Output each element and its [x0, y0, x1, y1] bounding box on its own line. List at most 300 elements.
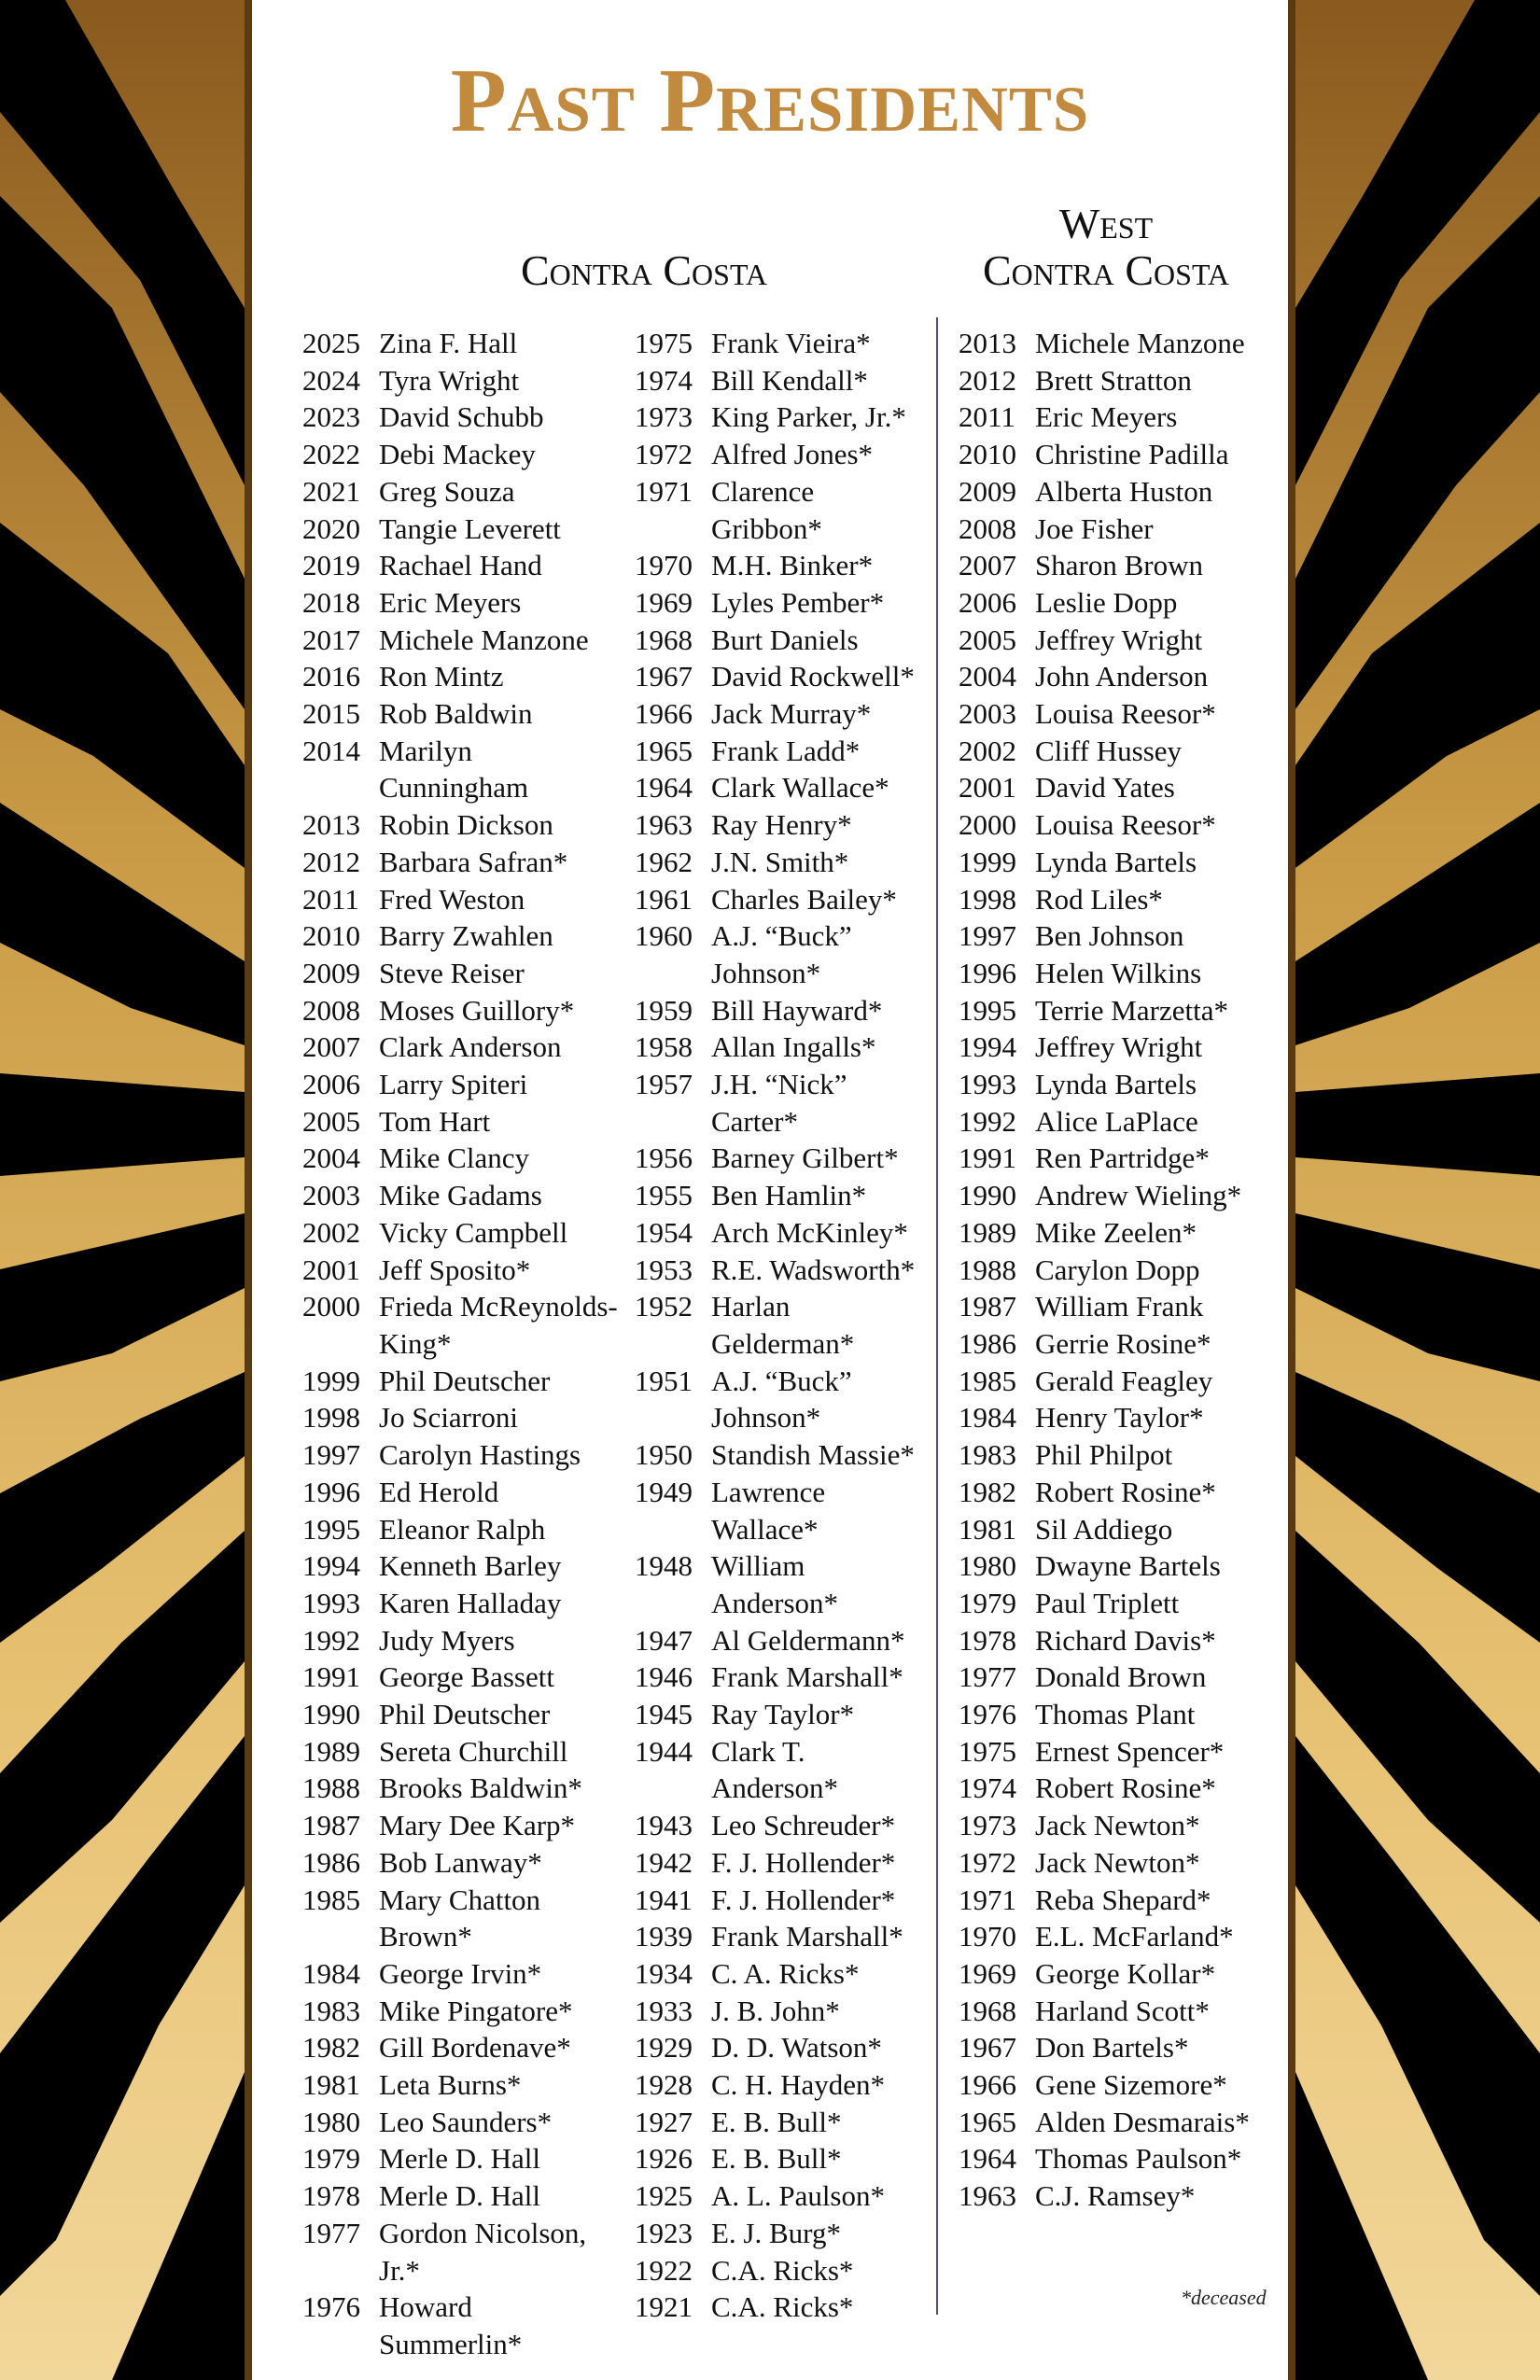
president-year: 1991: [302, 1660, 360, 1694]
page-title: Past Presidents: [450, 50, 1090, 151]
president-name: Sereta Churchill: [379, 1734, 568, 1768]
president-name: Barney Gilbert*: [711, 1141, 899, 1175]
president-entry: [302, 2140, 620, 2177]
president-entry: [959, 2029, 1295, 2066]
president-entry: [302, 658, 620, 695]
president-name: David Yates: [1035, 771, 1175, 805]
president-entry: [959, 436, 1295, 473]
president-year: 1959: [635, 993, 693, 1027]
president-name: Mike Zeelen*: [1035, 1215, 1197, 1249]
president-year: 1983: [302, 1994, 360, 2027]
president-year: 2002: [302, 1215, 360, 1249]
president-name: Thomas Plant: [1035, 1698, 1196, 1731]
president-name: Mike Gadams: [379, 1179, 542, 1212]
president-name: Gill Bordenave*: [379, 2031, 571, 2065]
president-year: 1957: [635, 1068, 693, 1101]
president-entry: [959, 1363, 1295, 1400]
president-entry: [302, 1696, 620, 1733]
president-entry: [302, 1844, 620, 1882]
president-year: 1965: [959, 2105, 1016, 2138]
president-entry: [959, 1955, 1295, 1993]
president-year: 2001: [959, 771, 1016, 805]
president-year: 1944: [635, 1734, 693, 1768]
president-entry: [635, 2104, 926, 2141]
president-year: 1986: [959, 1326, 1016, 1360]
president-name: Debi Mackey: [379, 438, 536, 471]
president-entry: [302, 1177, 620, 1214]
president-year: 2020: [302, 511, 360, 545]
president-entry: [635, 1436, 926, 1474]
president-year: 1993: [959, 1068, 1016, 1101]
president-year: 2011: [302, 882, 359, 916]
president-year: 2013: [959, 327, 1016, 359]
president-year: 1985: [959, 1364, 1016, 1397]
president-year: 1966: [959, 2068, 1016, 2102]
president-entry: [959, 1622, 1295, 1659]
president-entry: [302, 1585, 620, 1622]
president-entry: [959, 325, 1295, 362]
president-year: 2004: [959, 660, 1016, 693]
president-name: Frank Ladd*: [711, 734, 861, 767]
president-entry: [635, 881, 926, 918]
president-entry: [302, 955, 620, 992]
president-name: Alden Desmarais*: [1035, 2105, 1250, 2138]
president-year: 1977: [959, 1660, 1016, 1694]
president-entry: [635, 1659, 926, 1696]
president-year: 1943: [635, 1809, 693, 1842]
president-year: 1971: [959, 1883, 1016, 1916]
president-name: Christine Padilla: [1035, 438, 1229, 471]
president-name: Phil Philpot: [1035, 1438, 1173, 1472]
president-name: Tangie Leverett: [379, 511, 561, 545]
president-year: 2002: [959, 734, 1016, 767]
president-entry: [635, 547, 926, 584]
president-name: Jack Murray*: [711, 697, 872, 731]
president-name: Harland Scott*: [1035, 1994, 1210, 2027]
president-year: 1990: [959, 1179, 1016, 1212]
president-year: 2000: [959, 808, 1016, 842]
president-year: 2019: [302, 549, 360, 582]
president-year: 1980: [302, 2105, 360, 2138]
president-entry: [959, 362, 1295, 399]
president-year: 2021: [302, 474, 360, 508]
president-year: 1982: [302, 2031, 360, 2065]
president-name: Allan Ingalls*: [711, 1030, 876, 1064]
president-name: Bob Lanway*: [379, 1845, 542, 1879]
president-year: 1983: [959, 1438, 1016, 1472]
president-name: Clark Anderson: [379, 1030, 562, 1064]
president-name: Sil Addiego: [1035, 1512, 1173, 1546]
president-year: 1989: [302, 1734, 360, 1768]
president-entry: [302, 1770, 620, 1807]
president-year: 2015: [302, 697, 360, 731]
president-name: Kenneth Barley: [379, 1549, 562, 1583]
president-entry: [302, 1252, 620, 1289]
president-year: 1991: [959, 1141, 1016, 1175]
president-entry: [635, 1252, 926, 1289]
president-entry: [635, 1288, 926, 1362]
president-year: 2016: [302, 660, 360, 693]
president-entry: [959, 1140, 1295, 1177]
president-year: 1992: [959, 1104, 1016, 1138]
president-entry: [959, 733, 1295, 770]
president-year: 1971: [635, 474, 693, 508]
president-entry: [635, 1696, 926, 1733]
president-year: 2010: [959, 438, 1016, 471]
president-name: J.N. Smith*: [711, 845, 849, 878]
president-name: Leo Saunders*: [379, 2105, 553, 2138]
left-gold-pattern: [0, 0, 245, 2380]
president-entry: [635, 2289, 926, 2326]
president-entry: [302, 1993, 620, 2030]
president-year: 1969: [959, 1956, 1016, 1990]
president-entry: [635, 992, 926, 1029]
president-year: 1929: [635, 2031, 693, 2065]
president-year: 1976: [302, 2290, 360, 2324]
president-entry: [302, 1029, 620, 1066]
president-year: 2000: [302, 1290, 360, 1323]
president-entry: [959, 1066, 1295, 1103]
president-entry: [635, 2177, 926, 2215]
president-name: Ron Mintz: [379, 660, 504, 693]
president-year: 1972: [635, 438, 693, 471]
president-entry: [635, 1547, 926, 1621]
president-name: David Schubb: [379, 400, 544, 434]
president-name: Phil Deutscher: [379, 1698, 551, 1731]
president-name: Leta Burns*: [379, 2068, 522, 2102]
president-name: Dwayne Bartels: [1035, 1549, 1221, 1583]
president-year: 1984: [959, 1401, 1016, 1435]
president-year: 1984: [302, 1956, 360, 1990]
president-name: Jeff Sposito*: [379, 1253, 531, 1286]
president-year: 1925: [635, 2179, 693, 2213]
president-entry: [635, 806, 926, 844]
president-entry: [635, 1918, 926, 1955]
president-year: 2009: [302, 956, 360, 989]
president-entry: [635, 473, 926, 547]
president-name: Rod Liles*: [1035, 882, 1163, 916]
president-name: Ray Henry*: [711, 808, 852, 842]
president-entry: [635, 436, 926, 473]
president-year: 1995: [302, 1512, 360, 1546]
president-entry: [302, 2289, 620, 2362]
president-name: Sharon Brown: [1035, 549, 1203, 582]
president-entry: [959, 399, 1295, 436]
president-entry: [635, 1066, 926, 1140]
president-name: C. H. Hayden*: [711, 2068, 885, 2102]
president-entry: [959, 1770, 1295, 1807]
president-entry: [302, 844, 620, 881]
president-name: Al Geldermann*: [711, 1623, 905, 1657]
president-year: 1970: [959, 1920, 1016, 1953]
president-year: 1993: [302, 1586, 360, 1619]
president-entry: [959, 1288, 1295, 1325]
president-year: 2007: [302, 1030, 360, 1064]
president-name: Robin Dickson: [379, 808, 553, 842]
president-year: 1948: [635, 1549, 693, 1583]
president-name: Gene Sizemore*: [1035, 2068, 1227, 2102]
president-year: 2008: [302, 993, 360, 1027]
president-entry: [635, 1993, 926, 2030]
president-year: 1923: [635, 2216, 693, 2249]
president-name: Alice LaPlace: [1035, 1104, 1198, 1138]
president-entry: [302, 473, 620, 511]
president-entry: [302, 547, 620, 584]
president-entry: [302, 2029, 620, 2066]
president-entry: [959, 1252, 1295, 1289]
president-name: Carylon Dopp: [1035, 1253, 1200, 1286]
president-year: 2006: [959, 585, 1016, 619]
west-heading-line2: Contra Costa: [982, 246, 1230, 294]
president-year: 1997: [302, 1438, 360, 1472]
president-year: 1987: [302, 1809, 360, 1842]
president-entry: [959, 1733, 1295, 1771]
president-name: Robert Rosine*: [1035, 1771, 1216, 1805]
president-year: 1989: [959, 1215, 1016, 1249]
roster-panel: [245, 0, 1295, 2380]
president-name: Karen Halladay: [379, 1586, 562, 1619]
president-name: George Irvin*: [379, 1956, 542, 1990]
president-entry: [635, 695, 926, 733]
president-name: Howard Summerlin*: [379, 2290, 523, 2360]
president-year: 1928: [635, 2068, 693, 2102]
president-year: 1974: [635, 363, 693, 397]
president-name: Standish Massie*: [711, 1438, 915, 1472]
president-year: 2013: [302, 808, 360, 842]
president-year: 1976: [959, 1698, 1016, 1731]
president-name: Don Bartels*: [1035, 2031, 1189, 2065]
president-year: 1947: [635, 1623, 693, 1657]
president-name: J. B. John*: [711, 1994, 840, 2027]
president-name: M.H. Binker*: [711, 549, 874, 582]
president-year: 2022: [302, 438, 360, 471]
president-entry: [959, 917, 1295, 955]
president-entry: [959, 1399, 1295, 1436]
president-year: 1934: [635, 1956, 693, 1990]
president-name: Michele Manzone: [379, 623, 589, 656]
president-name: Leslie Dopp: [1035, 585, 1178, 619]
president-entry: [302, 1436, 620, 1474]
president-name: Clarence Gribbon*: [711, 474, 822, 545]
president-year: 1955: [635, 1179, 693, 1212]
president-entry: [302, 1214, 620, 1252]
president-entry: [959, 1807, 1295, 1844]
president-year: 1961: [635, 882, 693, 916]
president-entry: [959, 2177, 1295, 2215]
president-entry: [302, 1547, 620, 1585]
president-name: Frieda McReynolds-King*: [379, 1290, 618, 1360]
president-name: Henry Taylor*: [1035, 1401, 1204, 1435]
president-name: Eric Meyers: [379, 585, 522, 619]
president-name: Frank Marshall*: [711, 1660, 903, 1694]
president-name: Reba Shepard*: [1035, 1883, 1211, 1916]
president-year: 1926: [635, 2142, 693, 2176]
president-entry: [959, 695, 1295, 733]
president-entry: [959, 1585, 1295, 1622]
president-entry: [302, 1659, 620, 1696]
president-entry: [635, 399, 926, 436]
president-entry: [959, 1547, 1295, 1585]
president-entry: [302, 695, 620, 733]
president-name: J.H. “Nick” Carter*: [711, 1068, 847, 1138]
president-year: 2001: [302, 1253, 360, 1286]
president-year: 1998: [959, 882, 1016, 916]
president-year: 2023: [302, 400, 360, 434]
president-entry: [635, 1844, 926, 1882]
president-name: Bill Hayward*: [711, 993, 883, 1027]
president-year: 1942: [635, 1845, 693, 1879]
president-name: Rachael Hand: [379, 549, 542, 582]
president-year: 2012: [302, 845, 360, 878]
contra-costa-list-1: [302, 325, 620, 2363]
president-year: 1953: [635, 1253, 693, 1286]
president-year: 1946: [635, 1660, 693, 1694]
president-name: Jo Sciarroni: [379, 1401, 518, 1435]
president-entry: [635, 733, 926, 770]
president-year: 1970: [635, 549, 693, 582]
president-entry: [959, 511, 1295, 548]
president-name: Charles Bailey*: [711, 882, 897, 916]
president-year: 1977: [302, 2216, 360, 2249]
president-name: Frank Marshall*: [711, 1920, 903, 1953]
president-entry: [959, 473, 1295, 511]
president-name: King Parker, Jr.*: [711, 400, 906, 434]
president-name: Helen Wilkins: [1035, 956, 1202, 989]
president-name: William Anderson*: [711, 1549, 839, 1619]
contra-costa-heading: Contra Costa: [520, 246, 768, 294]
president-name: Ray Taylor*: [711, 1698, 855, 1731]
president-name: Jeffrey Wright: [1035, 623, 1203, 656]
president-name: R.E. Wadsworth*: [711, 1253, 916, 1286]
president-year: 1981: [302, 2068, 360, 2102]
president-entry: [302, 1622, 620, 1659]
president-name: Jack Newton*: [1035, 1809, 1200, 1842]
left-decorative-border: [0, 0, 245, 2380]
president-name: Eric Meyers: [1035, 400, 1178, 434]
president-name: Mary Dee Karp*: [379, 1809, 576, 1842]
president-entry: [959, 658, 1295, 695]
president-year: 1958: [635, 1030, 693, 1064]
president-year: 1972: [959, 1845, 1016, 1879]
president-year: 1941: [635, 1883, 693, 1916]
president-entry: [635, 1214, 926, 1252]
president-name: Zina F. Hall: [379, 327, 518, 359]
president-year: 1996: [302, 1475, 360, 1508]
president-year: 1949: [635, 1475, 693, 1508]
president-year: 2006: [302, 1068, 360, 1101]
president-name: Alberta Huston: [1035, 474, 1213, 508]
president-year: 2008: [959, 511, 1016, 545]
president-year: 1994: [302, 1549, 360, 1583]
president-year: 1933: [635, 1994, 693, 2027]
president-name: George Bassett: [379, 1660, 554, 1694]
president-entry: [959, 955, 1295, 992]
president-entry: [635, 917, 926, 991]
president-name: A. L. Paulson*: [711, 2179, 885, 2213]
president-year: 1966: [635, 697, 693, 731]
president-entry: [302, 2177, 620, 2215]
president-year: 2018: [302, 585, 360, 619]
president-entry: [959, 622, 1295, 659]
president-name: Vicky Campbell: [379, 1215, 568, 1249]
president-entry: [635, 658, 926, 695]
president-name: D. D. Watson*: [711, 2031, 882, 2065]
president-name: Lynda Bartels: [1035, 1068, 1197, 1101]
president-entry: [635, 1733, 926, 1807]
president-name: Mike Clancy: [379, 1141, 529, 1175]
west-heading-line1: West: [1058, 200, 1154, 247]
president-year: 2009: [959, 474, 1016, 508]
president-year: 1988: [959, 1253, 1016, 1286]
president-entry: [635, 325, 926, 362]
president-name: Donald Brown: [1035, 1660, 1207, 1694]
president-name: A.J. “Buck” Johnson*: [711, 1364, 852, 1435]
president-year: 2011: [959, 400, 1015, 434]
president-year: 2007: [959, 549, 1016, 582]
president-name: Greg Souza: [379, 474, 515, 508]
president-year: 1978: [959, 1623, 1016, 1657]
president-entry: [302, 584, 620, 622]
president-year: 2010: [302, 919, 360, 953]
president-year: 1996: [959, 956, 1016, 989]
president-year: 1964: [635, 771, 693, 805]
president-name: Merle D. Hall: [379, 2142, 541, 2176]
president-entry: [302, 1733, 620, 1771]
president-name: Rob Baldwin: [379, 697, 533, 731]
president-year: 1969: [635, 585, 693, 619]
president-name: E.L. McFarland*: [1035, 1920, 1234, 1953]
president-entry: [302, 399, 620, 436]
president-entry: [302, 362, 620, 399]
president-name: C. A. Ricks*: [711, 1956, 860, 1990]
president-entry: [302, 1474, 620, 1511]
president-name: Larry Spiteri: [379, 1068, 528, 1101]
president-entry: [302, 622, 620, 659]
president-year: 1981: [959, 1512, 1016, 1546]
president-name: Clark Wallace*: [711, 771, 889, 805]
west-contra-costa-list: [959, 325, 1295, 2215]
president-name: Judy Myers: [379, 1623, 515, 1657]
president-name: Joe Fisher: [1035, 511, 1154, 545]
president-entry: [635, 844, 926, 881]
president-entry: [302, 2215, 620, 2289]
president-name: Ernest Spencer*: [1035, 1734, 1225, 1768]
president-entry: [959, 1844, 1295, 1882]
president-name: Jack Newton*: [1035, 1845, 1200, 1879]
president-entry: [302, 806, 620, 844]
president-entry: [635, 1140, 926, 1177]
president-year: 2017: [302, 623, 360, 656]
president-name: F. J. Hollender*: [711, 1883, 896, 1916]
president-entry: [635, 2252, 926, 2289]
president-name: E. B. Bull*: [711, 2142, 842, 2176]
president-entry: [959, 992, 1295, 1029]
president-entry: [959, 806, 1295, 844]
president-entry: [635, 2066, 926, 2104]
president-year: 1979: [959, 1586, 1016, 1619]
president-year: 1987: [959, 1290, 1016, 1323]
president-year: 1978: [302, 2179, 360, 2213]
president-entry: [635, 1177, 926, 1214]
west-contra-costa-heading: [905, 201, 1307, 294]
president-entry: [959, 881, 1295, 918]
president-name: Cliff Hussey: [1035, 734, 1183, 767]
president-entry: [302, 511, 620, 548]
president-entry: [959, 1103, 1295, 1141]
president-entry: [635, 584, 926, 622]
president-entry: [302, 992, 620, 1029]
president-entry: [635, 1807, 926, 1844]
